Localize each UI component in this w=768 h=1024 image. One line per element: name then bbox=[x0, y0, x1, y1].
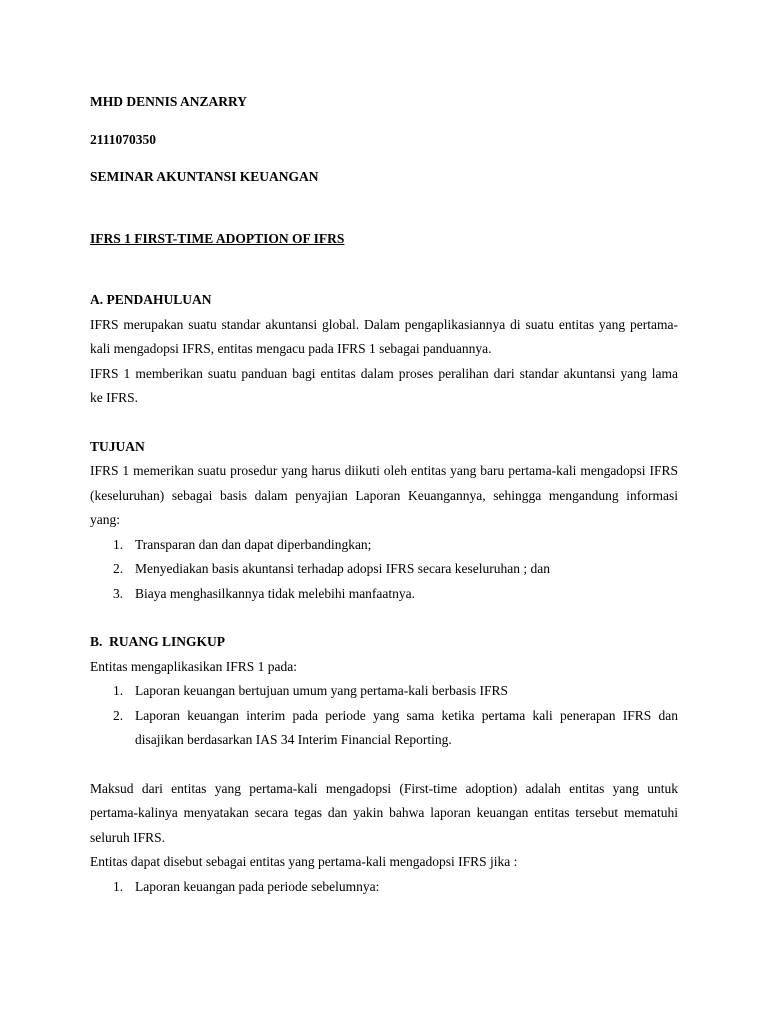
list-number: 3. bbox=[113, 585, 124, 601]
list-number: 1. bbox=[113, 683, 124, 698]
section-heading-ruang-lingkup: B. RUANG LINGKUP bbox=[90, 634, 226, 649]
paragraph-tujuan bbox=[90, 459, 678, 533]
text-line: pertama-kalinya menyatakan secara tegas dan yakin bahwa laporan keuangan entitas tersebut mematuhi bbox=[90, 805, 678, 820]
list-text: disajikan berdasarkan IAS 34 Interim Financial Reporting. bbox=[135, 732, 452, 747]
paragraph-jika: Entitas dapat disebut sebagai entitas yang pertama-kali mengadopsi IFRS jika : bbox=[90, 854, 518, 869]
list-text: Laporan keuangan interim pada periode yang sama ketika pertama kali penerapan IFRS dan bbox=[135, 707, 678, 723]
document-page bbox=[90, 90, 678, 899]
text-line: IFRS merupakan suatu standar akuntansi global. Dalam pengaplikasiannya di suatu entitas yang pertama- bbox=[90, 316, 678, 332]
ruang-lingkup-intro: Entitas mengaplikasikan IFRS 1 pada: bbox=[90, 658, 297, 674]
jika-list bbox=[90, 875, 678, 900]
paragraph-pendahuluan-2 bbox=[90, 362, 678, 411]
student-id: 2111070350 bbox=[90, 131, 157, 147]
list-text: Transparan dan dan dapat diperbandingkan; bbox=[135, 536, 372, 552]
list-item bbox=[90, 557, 678, 582]
list-item bbox=[90, 533, 678, 558]
list-item bbox=[90, 679, 678, 704]
list-number: 2. bbox=[113, 561, 124, 576]
text-line: IFRS 1 memberikan suatu panduan bagi entitas dalam proses peralihan dari standar akuntansi yang lama bbox=[90, 365, 678, 381]
paragraph-pendahuluan-1 bbox=[90, 313, 678, 362]
section-heading-tujuan: TUJUAN bbox=[90, 438, 145, 454]
section-heading-pendahuluan: A. PENDAHULUAN bbox=[90, 292, 212, 307]
text-line: IFRS 1 memerikan suatu prosedur yang harus diikuti oleh entitas yang baru pertama-kali mengadopsi IFRS bbox=[90, 463, 678, 478]
author-name: MHD DENNIS ANZARRY bbox=[90, 94, 248, 109]
list-number: 1. bbox=[113, 878, 124, 894]
text-line: kali mengadopsi IFRS, entitas mengacu pada IFRS 1 sebagai panduannya. bbox=[90, 341, 492, 356]
list-item bbox=[90, 704, 678, 753]
list-number: 2. bbox=[113, 707, 124, 723]
paragraph-maksud bbox=[90, 777, 678, 851]
text-line: yang: bbox=[90, 512, 120, 527]
list-item bbox=[90, 875, 678, 900]
list-text: Laporan keuangan bertujuan umum yang pertama-kali berbasis IFRS bbox=[135, 683, 509, 698]
text-line: (keseluruhan) sebagai basis dalam penyajian Laporan Keuangannya, sehingga mengandung informasi bbox=[90, 487, 678, 503]
ruang-lingkup-list bbox=[90, 679, 678, 753]
text-line: ke IFRS. bbox=[90, 390, 139, 405]
list-number: 1. bbox=[113, 536, 124, 552]
list-text: Menyediakan basis akuntansi terhadap adopsi IFRS secara keseluruhan ; dan bbox=[135, 561, 551, 576]
list-text: Biaya menghasilkannya tidak melebihi manfaatnya. bbox=[135, 585, 416, 601]
list-text: Laporan keuangan pada periode sebelumnya: bbox=[135, 878, 380, 894]
text-line: Maksud dari entitas yang pertama-kali mengadopsi (First-time adoption) adalah entitas yang untuk bbox=[90, 780, 678, 796]
list-item bbox=[90, 582, 678, 607]
tujuan-list bbox=[90, 533, 678, 607]
text-line: seluruh IFRS. bbox=[90, 829, 166, 845]
course-name: SEMINAR AKUNTANSI KEUANGAN bbox=[90, 169, 319, 184]
document-title: IFRS 1 FIRST-TIME ADOPTION OF IFRS bbox=[90, 230, 345, 246]
